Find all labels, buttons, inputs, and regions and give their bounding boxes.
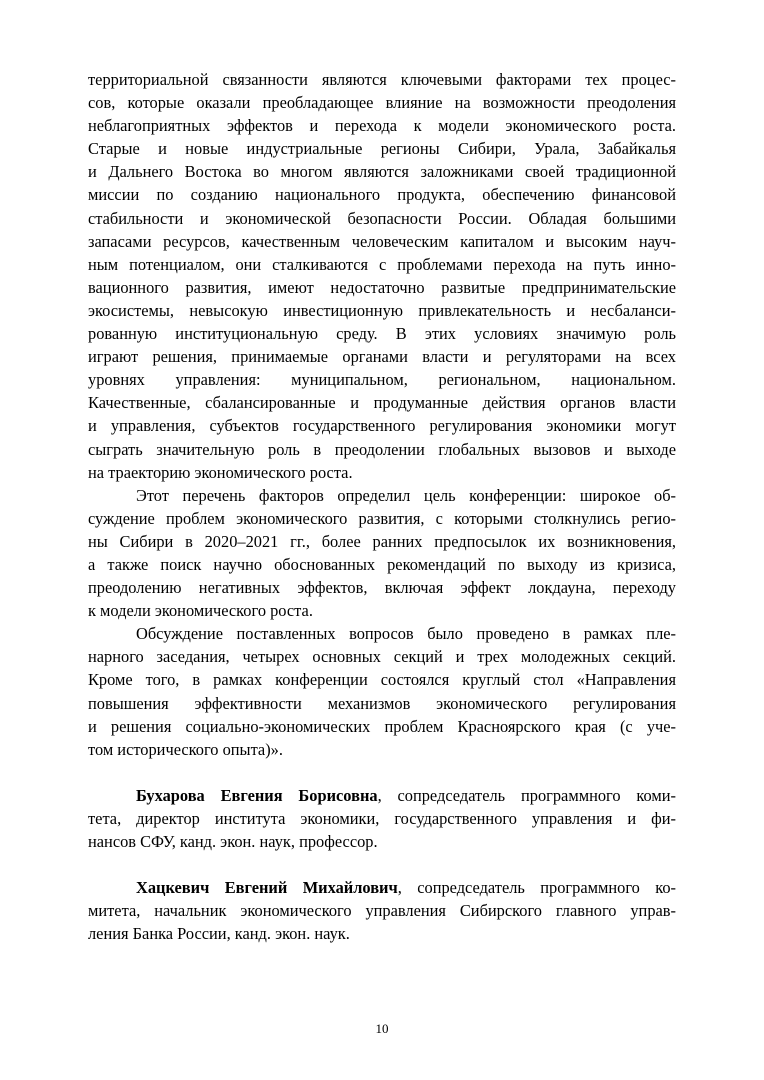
- text-line: уровнях управления: муниципальном, региональном, национальном.: [88, 370, 676, 390]
- text-line: Старые и новые индустриальные регионы Сибири, Урала, Забайкалья: [88, 139, 676, 159]
- text-line: на траекторию экономического роста.: [88, 462, 353, 482]
- text-line: стабильности и экономической безопасности России. Обладая большими: [88, 208, 676, 228]
- document-page: [88, 68, 676, 946]
- text-line: рованную институциональную среду. В этих условиях значимую роль: [88, 324, 676, 344]
- text-line: [88, 784, 676, 807]
- text-line: нансов СФУ, канд. экон. наук, профессор.: [88, 832, 378, 852]
- text-line: Этот перечень факторов определил цель конференции: широкое об-: [136, 485, 676, 505]
- text-line: экосистемы, невысокую инвестиционную привлекательность и несбаланси-: [88, 300, 676, 320]
- text-line: вационного развития, имеют недостаточно развитые предпринимательские: [88, 277, 676, 297]
- paragraph-3: [88, 622, 676, 761]
- text-line: повышения эффективности механизмов экономического регулирования: [88, 693, 676, 713]
- text-line: запасами ресурсов, качественным человеческим капиталом и высоким науч-: [88, 231, 676, 251]
- text-line: суждение проблем экономического развития, с которыми столкнулись регио-: [88, 508, 676, 528]
- text-line: и Дальнего Востока во многом являются заложниками своей традиционной: [88, 162, 676, 182]
- text-line: тета, директор института экономики, государственного управления и фи-: [88, 809, 676, 828]
- text-line: Обсуждение поставленных вопросов было проведено в рамках пле-: [136, 624, 676, 644]
- text-line: преодолению негативных эффектов, включая эффект локдауна, переходу: [88, 578, 676, 598]
- text-line: митета, начальник экономического управления Сибирского главного управ-: [88, 901, 676, 921]
- page-number: 10: [375, 1021, 389, 1036]
- signature-bukharova: [88, 784, 676, 853]
- signatory-role: , сопредседатель программного ко-: [397, 878, 676, 898]
- signature-khatskevich: [88, 876, 676, 945]
- text-line: Кроме того, в рамках конференции состоялся круглый стол «Направления: [88, 670, 676, 690]
- text-line: неблагоприятных эффектов и перехода к модели экономического роста.: [88, 116, 676, 136]
- text-line: ным потенциалом, они сталкиваются с проблемами перехода на путь инно-: [88, 254, 676, 274]
- text-line: сыграть значительную роль в преодолении глобальных вызовов и выходе: [88, 439, 676, 459]
- text-line: а также поиск научно обоснованных рекомендаций по выходу из кризиса,: [88, 554, 676, 574]
- text-line: Качественные, сбалансированные и продуманные действия органов власти: [88, 393, 676, 413]
- text-line: территориальной связанности являются ключевыми факторами тех процес-: [88, 70, 676, 89]
- text-line: ны Сибири в 2020–2021 гг., более ранних предпосылок их возникновения,: [88, 531, 676, 551]
- signatory-name: Хацкевич Евгений Михайлович: [136, 878, 398, 898]
- text-line: ления Банка России, канд. экон. наук.: [88, 924, 350, 944]
- text-line: играют решения, принимаемые органами власти и регуляторами на всех: [88, 347, 676, 367]
- text-line: к модели экономического роста.: [88, 601, 313, 621]
- text-line: миссии по созданию национального продукта, обеспечению финансовой: [88, 185, 676, 205]
- text-line: [88, 876, 676, 899]
- paragraph-1: [88, 68, 676, 484]
- signatory-role: , сопредседатель программного коми-: [377, 785, 676, 805]
- text-line: нарного заседания, четырех основных секций и трех молодежных секций.: [88, 647, 676, 667]
- text-line: и управления, субъектов государственного регулирования экономики могут: [88, 416, 676, 436]
- text-line: сов, которые оказали преобладающее влияние на возможности преодоления: [88, 93, 676, 113]
- paragraph-2: [88, 484, 676, 623]
- text-line: том исторического опыта)».: [88, 739, 283, 759]
- signatory-name: Бухарова Евгения Борисовна: [136, 785, 378, 805]
- text-line: и решения социально-экономических проблем Красноярского края (с уче-: [88, 716, 676, 736]
